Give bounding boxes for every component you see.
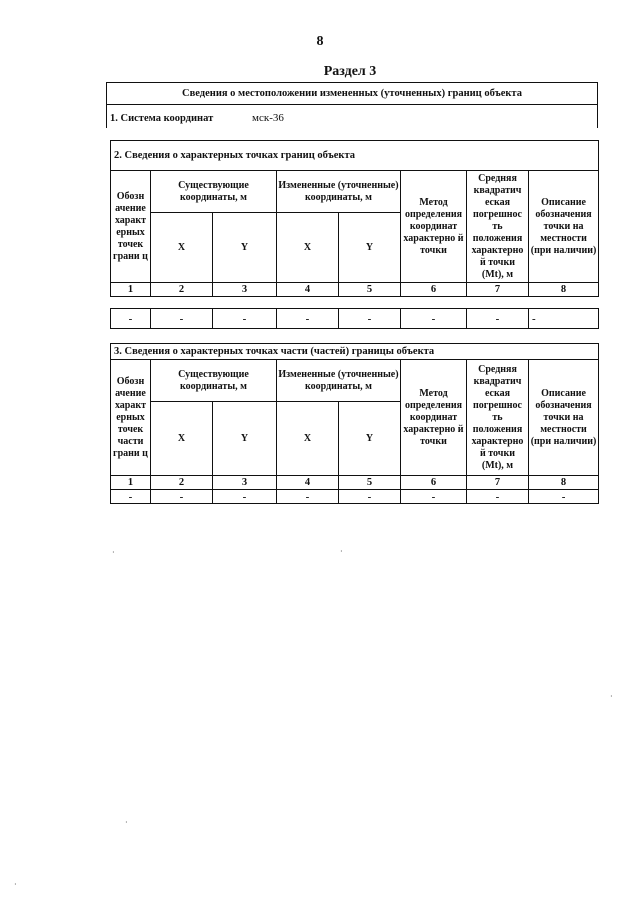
part-boundary-points-table [110,343,599,504]
column-number: 5 [339,283,401,297]
header-x: X [277,402,339,476]
table-cell: - [213,490,277,504]
table2-caption: 2. Сведения о характерных точках границ объекта [111,141,599,171]
coordinate-system-label: 1. Система координат [110,113,214,124]
table-cell: - [151,309,213,329]
table-cell: - [277,490,339,504]
scan-speck: · [112,548,115,557]
column-number: 8 [529,283,599,297]
table-cell: - [467,309,529,329]
table-cell: - [111,490,151,504]
table-cell: - [151,490,213,504]
header-changed-coords: Измененные (уточненные) координаты, м [277,360,401,402]
header-method: Метод определения координат характерно й точки [401,171,467,283]
page-number: 8 [316,34,324,49]
table-cell: - [467,490,529,504]
table-cell: - [529,490,599,504]
boundary-points-table [110,140,599,297]
header-x: X [151,402,213,476]
header-designation: Обозн ачение характ ерных точек части грани ц [111,360,151,476]
divider-line [106,104,598,105]
column-number: 7 [467,476,529,490]
table-cell: - [401,309,467,329]
header-x: X [151,213,213,283]
column-number: 4 [277,476,339,490]
table-cell: - [339,309,401,329]
scan-speck: · [610,692,613,701]
header-y: Y [339,402,401,476]
coordinate-system-value: мск-36 [252,112,284,124]
table-cell: - [213,309,277,329]
header-description: Описание обозначения точки на местности (при наличии) [529,171,599,283]
header-designation: Обозн ачение характ ерных точек грани ц [111,171,151,283]
header-accuracy: Средняя квадратич еская погрешнос ть положения характерно й точки (Mt), м [467,360,529,476]
column-number: 2 [151,476,213,490]
table-cell: - [401,490,467,504]
header-description: Описание обозначения точки на местности (при наличии) [529,360,599,476]
scan-speck: · [125,818,128,827]
table-cell: - [277,309,339,329]
column-number: 4 [277,283,339,297]
header-y: Y [213,213,277,283]
column-number: 5 [339,476,401,490]
header-x: X [277,213,339,283]
boundary-points-data-table [110,308,599,329]
column-number: 2 [151,283,213,297]
table-cell: - [339,490,401,504]
header-changed-coords: Измененные (уточненные) координаты, м [277,171,401,213]
column-number: 3 [213,283,277,297]
column-number: 8 [529,476,599,490]
scan-speck: · [340,547,343,556]
column-number: 6 [401,476,467,490]
section-title: Раздел 3 [323,64,377,79]
table3-caption: 3. Сведения о характерных точках части (частей) границы объекта [111,344,599,360]
table-cell: - [111,309,151,329]
scan-speck: · [14,880,17,889]
location-info-title: Сведения о местоположении измененных (уточненных) границ объекта [182,88,522,99]
column-number: 3 [213,476,277,490]
header-y: Y [339,213,401,283]
header-accuracy: Средняя квадратич еская погрешнос ть положения характерно й точки (Mt), м [467,171,529,283]
header-existing-coords: Существующие координаты, м [151,360,277,402]
column-number: 6 [401,283,467,297]
table-cell: - [529,309,599,329]
column-number: 7 [467,283,529,297]
header-y: Y [213,402,277,476]
header-method: Метод определения координат характерно й точки [401,360,467,476]
header-existing-coords: Существующие координаты, м [151,171,277,213]
column-number: 1 [111,283,151,297]
column-number: 1 [111,476,151,490]
